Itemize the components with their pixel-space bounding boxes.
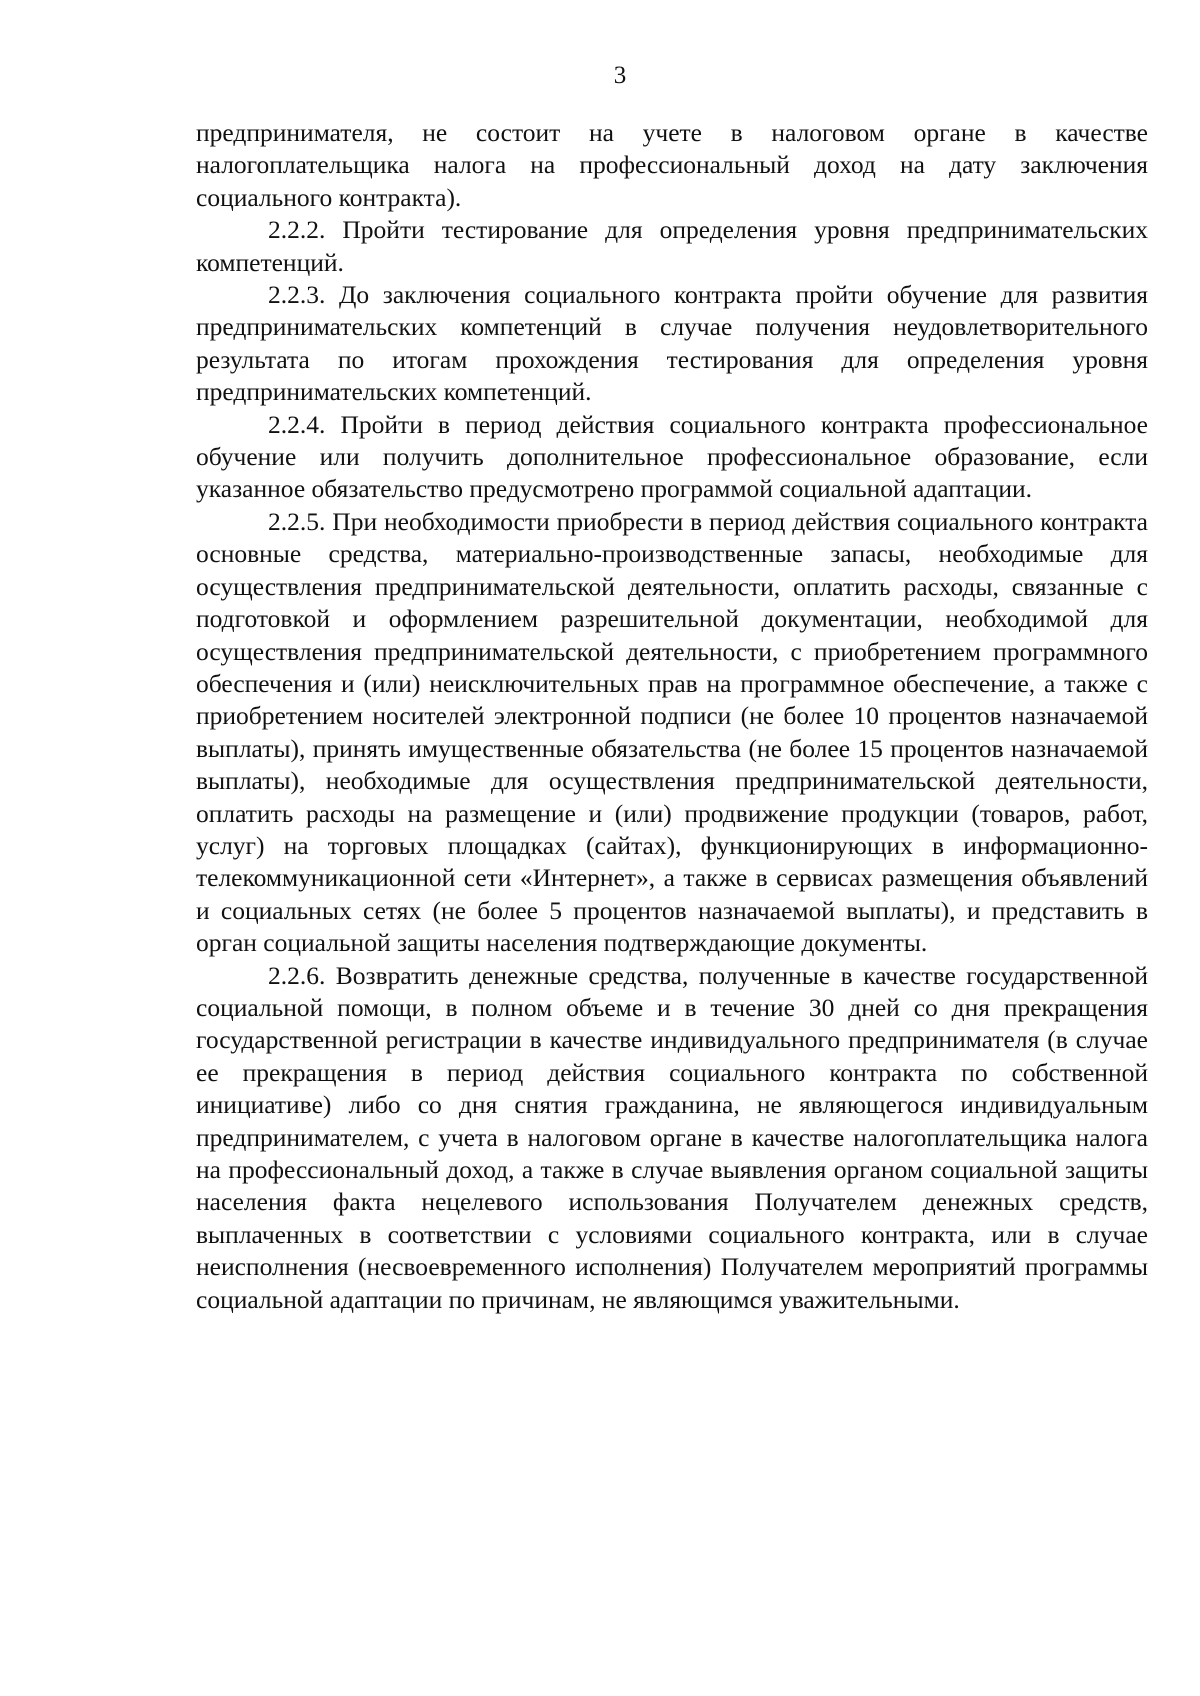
- paragraph-continuation: предпринимателя, не состоит на учете в налоговом органе в качестве налогоплательщика налога на профессиональный доход на дату заключения социального контракта).: [196, 118, 1148, 212]
- page-number: 3: [613, 62, 627, 89]
- paragraph-2-2-6: 2.2.6. Возвратить денежные средства, полученные в качестве государственной социальной помощи, в полном объеме и в течение 30 дней со дня прекращения государственной регистрации в качестве индивидуального предпринимателя (в случае ее прекращения в период действия социального контракта по собственной инициативе) либо со дня снятия гражданина, не являющегося индивидуальным предпринимателем, с учета в налоговом органе в качестве налогоплательщика налога на профессиональный доход, а также в случае выявления органом социальной защиты населения факта нецелевого использования Получателем денежных средств, выплаченных в соответствии с условиями социального контракта, или в случае неисполнения (несвоевременного исполнения) Получателем мероприятий программы социальной адаптации по причинам, не являющимся уважительными.: [196, 960, 1148, 1314]
- document-body: [196, 117, 1148, 1316]
- paragraph-2-2-3: 2.2.3. До заключения социального контракта пройти обучение для развития предпринимательских компетенций в случае получения неудовлетворительного результата по итогам прохождения тестирования для определения уровня предпринимательских компетенций.: [196, 280, 1148, 407]
- paragraph-2-2-2: 2.2.2. Пройти тестирование для определения уровня предпринимательских компетенций.: [196, 215, 1148, 277]
- paragraph-2-2-5: 2.2.5. При необходимости приобрести в период действия социального контракта основные средства, материально-производственные запасы, необходимые для осуществления предпринимательской деятельности, оплатить расходы, связанные с подготовкой и оформлением разрешительной документации, необходимой для осуществления предпринимательской деятельности, с приобретением программного обеспечения и (или) неисключительных прав на программное обеспечение, а также с приобретением носителей электронной подписи (не более 10 процентов назначаемой выплаты), принять имущественные обязательства (не более 15 процентов назначаемой выплаты), необходимые для осуществления предпринимательской деятельности, оплатить расходы на размещение и (или) продвижение продукции (товаров, работ, услуг) на торговых площадках (сайтах), функционирующих в информационно-телекоммуникационной сети «Интернет», а также в сервисах размещения объявлений и социальных сетях (не более 5 процентов назначаемой выплаты), и представить в орган социальной защиты населения подтверждающие документы.: [196, 506, 1148, 958]
- paragraph-2-2-4: 2.2.4. Пройти в период действия социального контракта профессиональное обучение или получить дополнительное профессиональное образование, если указанное обязательство предусмотрено программой социальной адаптации.: [196, 409, 1148, 504]
